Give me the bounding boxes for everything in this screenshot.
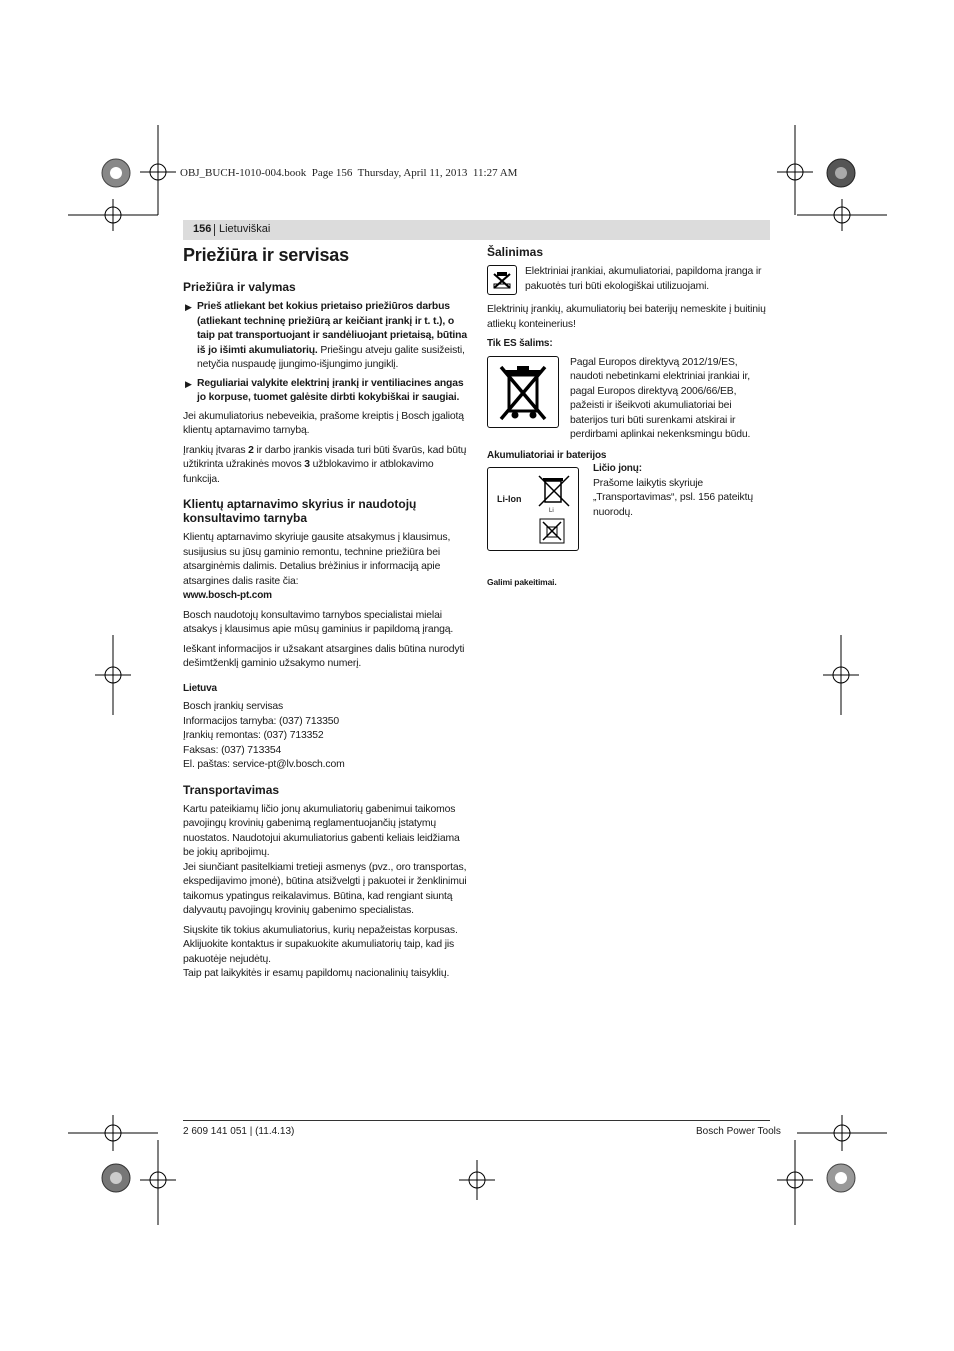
footer-divider xyxy=(183,1120,770,1121)
paragraph: Bosch naudotojų konsultavimo tarnybos specialistai mielai atsakys į klausimus apie mūsų gaminius ir papildomą įrangą. xyxy=(183,609,454,635)
paragraph: Jei siunčiant pasitelkiami tretieji asmenys (pvz., oro transportas, ekspedijavimo įmonė), būtina atsižvelgti į pakuotei ir ženklinimui taikomus ypatingus reikalavimus. Būtina, kad rengiant siuntą dalyvautų pavojingų krovinių gabenimo specialistas. xyxy=(183,861,467,916)
paragraph: Siųskite tik tokius akumuliatorius, kurių nepažeistas korpusas. Aklijuokite kontaktus ir supakuokite akumuliatorių taip, kad jis pakuotėje nejudėtų. xyxy=(183,924,458,965)
header-divider xyxy=(214,224,215,236)
section-heading-disposal: Šalinimas xyxy=(487,245,544,259)
crop-mark xyxy=(95,635,131,715)
page-number: 156 xyxy=(193,223,212,235)
color-target-mark xyxy=(823,155,859,191)
contact-line: Faksas: (037) 713354 xyxy=(183,744,282,756)
crossed-tools-icon xyxy=(487,265,517,295)
bullet-item: ▶ Prieš atliekant bet kokius prietaiso priežiūros darbus (atliekant techninę priežiūrą ar keičiant įrankį ir t. t.), o taip pat transportuojant ir sandėliuojant prietaisą, būtina iš jo išimti akumuliatorių. Priešingu atveju galite susižeisti, netyčia nuspaudę įjungimo-išjungimo jungiklį. xyxy=(185,301,467,370)
paragraph: Elektrinių įrankių, akumuliatorių bei baterijų nemeskite į buitinių atliekų konteinerius! xyxy=(487,304,766,330)
paragraph: Taip pat laikykitės ir esamų papildomų nacionalinių taisyklių. xyxy=(183,968,450,979)
recycling-row xyxy=(487,265,771,295)
contact-block xyxy=(183,700,468,773)
contact-email[interactable]: El. paštas: service-pt@lv.bosch.com xyxy=(183,759,345,770)
crop-mark xyxy=(823,635,859,715)
crop-mark xyxy=(68,195,158,235)
contact-line: Informacijos tarnyba: (037) 713350 xyxy=(183,715,340,727)
contact-line: Įrankių remontas: (037) 713352 xyxy=(183,730,324,741)
paragraph: Prašome laikytis skyriuje „Transportavimas“, psl. 156 pateiktų nuorodų. xyxy=(593,477,753,518)
crossed-bin-icon xyxy=(487,356,559,428)
right-column xyxy=(487,245,771,595)
liion-heading: Ličio jonų: xyxy=(593,463,642,474)
language-label: Lietuviškai xyxy=(219,223,271,235)
paragraph: Įrankių įtvaras 2 ir darbo įrankis visada turi būti švarūs, kad būtų užtikrinta užrakinės movos 3 užblokavimo ir atblokavimo funkcija. xyxy=(183,444,467,485)
running-header xyxy=(183,220,770,240)
liion-battery-icon: Li-Ion Li xyxy=(487,467,579,551)
paragraph: Pagal Europos direktyvą 2012/19/ES, naudoti nebetinkami elektriniai įrankiai ir, pagal Europos direktyvą 2006/66/EB, pažeisti ir išeikvoti akumuliatoriai bei baterijos turi būti surenkami atskirai ir perdirbami aplinkai nekenksmingu būdu. xyxy=(570,356,751,440)
weee-row xyxy=(487,356,771,443)
paragraph: Ieškant informacijos ir užsakant atsargines dalis būtina nurodyti dešimtženklį gaminio užsakymo numerį. xyxy=(183,643,465,669)
footer-doc-number: 2 609 141 051 | (11.4.13) xyxy=(183,1126,295,1137)
paragraph: Jei akumuliatorius nebeveikia, prašome kreiptis į Bosch įgaliotą klientų aptarnavimo tarnybą. xyxy=(183,410,464,436)
contact-line: Bosch įrankių servisas xyxy=(183,701,284,712)
bullet-item: ▶ Reguliariai valykite elektrinį įrankį ir ventiliacines angas jo korpuse, tuomet galėsite dirbti kokybiškai ir saugiai. xyxy=(185,377,464,403)
liion-text xyxy=(593,463,771,525)
crop-mark xyxy=(777,1140,813,1225)
page-title: Priežiūra ir servisas xyxy=(183,245,349,265)
section-heading-transport: Transportavimas xyxy=(183,782,280,797)
country-heading: Lietuva xyxy=(183,682,217,694)
paragraph: Kartu pateikiamų ličio jonų akumuliatorių gabenimui taikomos pavojingų krovinių gabenimą reglamentuojančių įstatymų nuostatos. Naudotojui akumuliatorius gabenti keliais leidžiama be jokių apribojimų. xyxy=(183,803,460,858)
crop-mark xyxy=(459,1160,495,1200)
crop-mark xyxy=(140,1140,176,1225)
arrow-icon: ▶ xyxy=(185,302,192,312)
crop-mark xyxy=(797,195,887,235)
footer-brand: Bosch Power Tools xyxy=(696,1126,781,1137)
color-target-mark xyxy=(98,155,134,191)
website-link[interactable]: www.bosch-pt.com xyxy=(183,590,272,601)
paragraph: Elektriniai įrankiai, akumuliatoriai, papildoma įranga ir pakuotės turi būti ekologiškai utilizuojami. xyxy=(525,266,762,292)
section-heading-service: Klientų aptarnavimo skyrius ir naudotojų konsultavimo tarnyba xyxy=(183,497,417,525)
eu-only-label: Tik ES šalims: xyxy=(487,338,553,349)
left-column xyxy=(183,245,468,987)
color-target-mark xyxy=(98,1160,134,1196)
arrow-icon: ▶ xyxy=(185,378,192,389)
color-target-mark xyxy=(823,1160,859,1196)
section-heading-maintenance: Priežiūra ir valymas xyxy=(183,280,296,294)
print-info: OBJ_BUCH-1010-004.book Page 156 Thursday, April 11, 2013 11:27 AM xyxy=(180,167,518,179)
paragraph: Klientų aptarnavimo skyriuje gausite atsakymus į klausimus, susijusius su jūsų gaminio remontu, technine priežiūra bei atsarginėmis dalimis. Detalius brėžinius ir informaciją apie atsargines dalis rasite čia: xyxy=(183,532,451,587)
subject-to-change-note: Galimi pakeitimai. xyxy=(487,577,557,587)
batteries-heading: Akumuliatoriai ir baterijos xyxy=(487,449,607,461)
liion-row xyxy=(487,463,771,551)
